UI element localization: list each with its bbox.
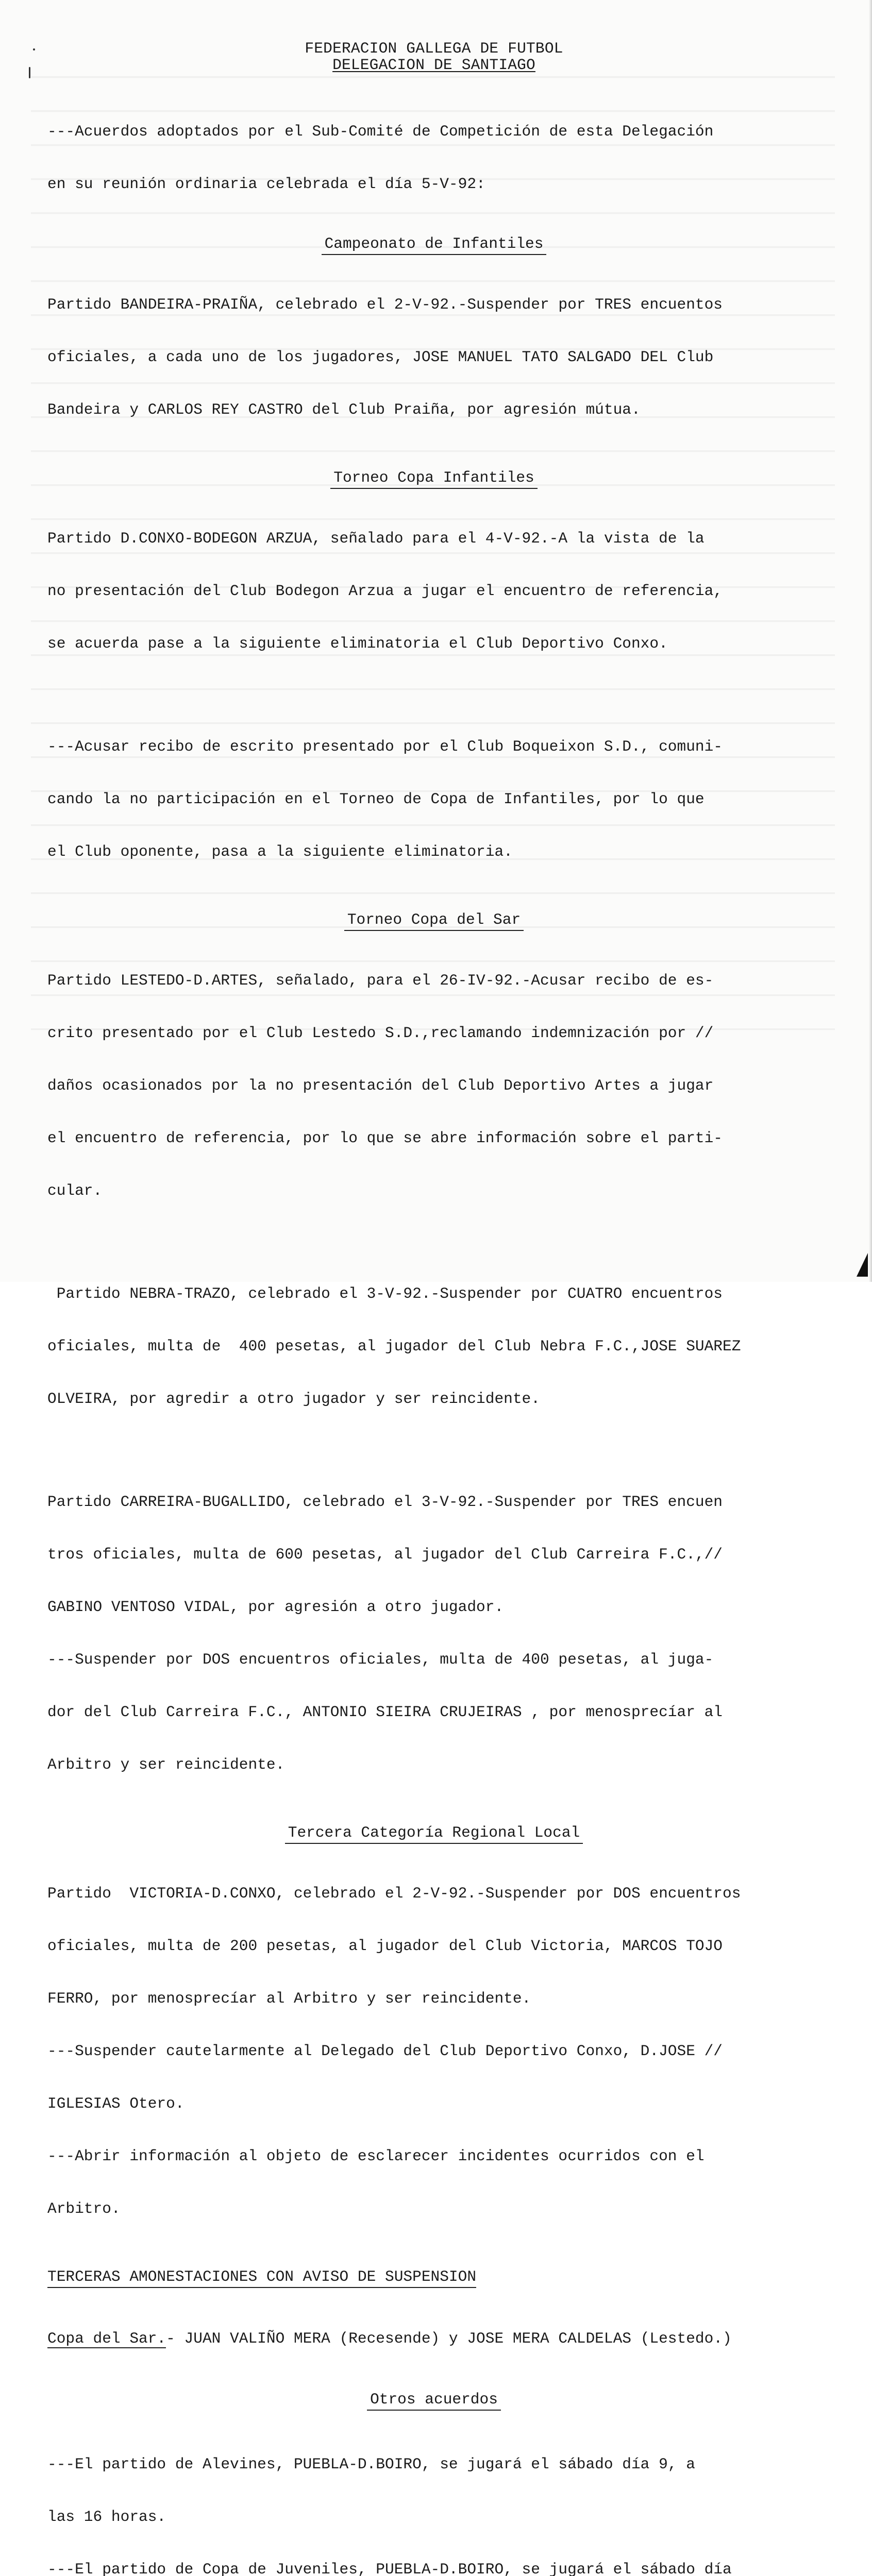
copa-sar-label: Copa del Sar. [47,2330,166,2347]
header-federation: FEDERACION GALLEGA DE FUTBOL [305,40,563,57]
corner-mark [857,1253,868,1277]
document-body [47,40,851,2576]
amonestaciones-text: - JUAN VALIÑO MERA (Recesende) y JOSE MERA CALDELAS (Lestedo.) [166,2330,732,2347]
paragraph-bandeira-praina: Partido BANDEIRA-PRAIÑA, celebrado el 2-V-92.-Suspender por TRES encuentos oficiales, a cada uno de los jugadores, JOSE MANUEL TATO SALGADO DEL Club Bandeira y CARLOS REY CASTRO del Club Praiña, por agresión mútua. [47,296,723,418]
paragraph-otros-acuerdos: ---El partido de Alevines, PUEBLA-D.BOIRO, se jugará el sábado día 9, a las 16 horas. ---El partido de Copa de Juveniles, PUEBLA-D.BOIRO, se jugará el sábado día [47,2455,732,2576]
paragraph-conxo-bodegon: Partido D.CONXO-BODEGON ARZUA, señalado para el 4-V-92.-A la vista de la no presentación del Club Bodegon Arzua a jugar el encuentro de referencia, se acuerda pase a la siguiente eliminatoria el Club Deportivo Conxo. [47,530,723,652]
letterhead [47,40,820,73]
section-title-tercera-categoria: Tercera Categoría Regional Local [47,1824,820,1841]
intro-paragraph: ---Acuerdos adoptados por el Sub-Comité de Competición de esta Delegación en su reunión ordinaria celebrada el día 5-V-92: [47,123,714,193]
header-delegation: DELEGACION DE SANTIAGO [332,56,535,74]
section-title-infantiles: Campeonato de Infantiles [47,235,820,252]
paragraph-nebra-trazo: Partido NEBRA-TRAZO, celebrado el 3-V-92.-Suspender por CUATRO encuentros oficiales, multa de 400 pesetas, al jugador del Club Nebra F.C.,JOSE SUAREZ OLVEIRA, por agredir a otro jugador y ser reincidente. [47,1285,741,1408]
paragraph-copa-sar-amonestaciones [47,2295,851,2382]
paragraph-boqueixon: ---Acusar recibo de escrito presentado por el Club Boqueixon S.D., comuni- cando la no participación en el Torneo de Copa de Infantiles, por lo que el Club oponente, pasa a la siguiente eliminatoria. [47,738,723,860]
margin-dot [33,48,35,50]
margin-mark [29,67,30,78]
section-title-otros-acuerdos: Otros acuerdos [47,2391,820,2408]
section-title-amonestaciones: TERCERAS AMONESTACIONES CON AVISO DE SUSPENSION [47,2268,851,2285]
section-title-copa-sar: Torneo Copa del Sar [47,911,820,928]
section-title-copa-infantiles: Torneo Copa Infantiles [47,469,820,486]
paragraph-lestedo-artes: Partido LESTEDO-D.ARTES, señalado, para el 26-IV-92.-Acusar recibo de es- crito presentado por el Club Lestedo S.D.,reclamando indemnización por // daños ocasionados por la no presentación del Club Deportivo Artes a jugar el encuentro de referencia, por lo que se abre información sobre el parti- cular. [47,972,723,1199]
paragraph-carreira-bugallido: Partido CARREIRA-BUGALLIDO, celebrado el 3-V-92.-Suspender por TRES encuen tros oficiales, multa de 600 pesetas, al jugador del Club Carreira F.C.,// GABINO VENTOSO VIDAL, por agresión a otro jugador. ---Suspender por DOS encuentros oficiales, multa de 400 pesetas, al juga- dor del Club Carreira F.C., ANTONIO SIEIRA CRUJEIRAS , por menosprecíar al Arbitro y ser reincidente. [47,1493,723,1773]
page-edge-shadow [869,0,872,1282]
paragraph-victoria-conxo: Partido VICTORIA-D.CONXO, celebrado el 2-V-92.-Suspender por DOS encuentros oficiales, multa de 200 pesetas, al jugador del Club Victoria, MARCOS TOJO FERRO, por menosprecíar al Arbitro y ser reincidente. ---Suspender cautelarmente al Delegado del Club Deportivo Conxo, D.JOSE // IGLESIAS Otero. ---Abrir información al objeto de esclarecer incidentes ocurridos con el Arbitro. [47,1885,741,2217]
